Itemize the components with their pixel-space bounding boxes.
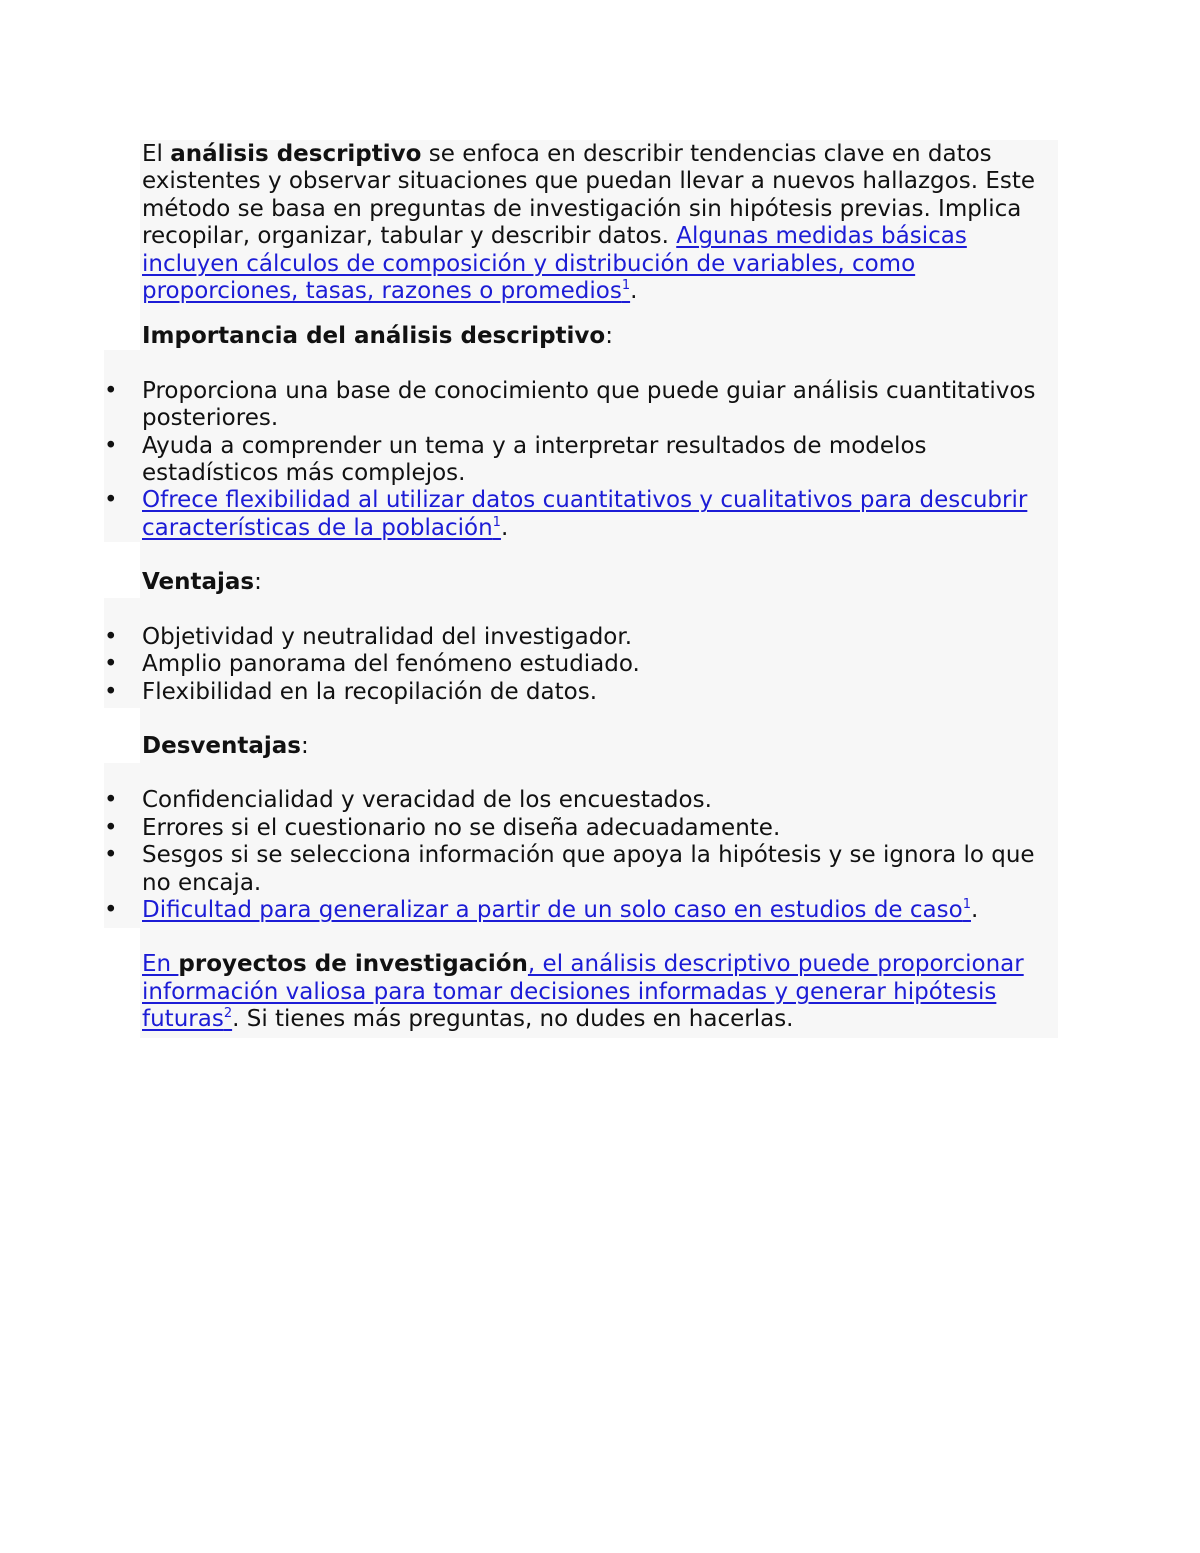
- list-item-text: Amplio panorama del fenómeno estudiado.: [142, 651, 640, 678]
- list-item-text: Flexibilidad en la recopilación de datos.: [142, 678, 598, 705]
- disadvantages-heading: [142, 733, 1062, 760]
- bullet-icon: •: [104, 678, 118, 705]
- document-body: [104, 141, 1062, 1034]
- advantages-heading-colon: :: [254, 569, 262, 596]
- list-item: [104, 896, 1062, 924]
- list-item: [104, 651, 1062, 678]
- disadvantages-heading-colon: :: [300, 732, 309, 759]
- bullet-icon: •: [104, 487, 118, 514]
- list-item-text: Errores si el cuestionario no se diseña adecuadamente.: [142, 814, 781, 841]
- list-item-text: Confidencialidad y veracidad de los encuestados.: [142, 787, 712, 814]
- advantages-heading: [142, 569, 1062, 596]
- closing-link-text: , el análisis descriptivo puede proporcionar información valiosa para tomar decisiones informadas y generar hipótesis futuras: [142, 951, 1024, 1033]
- disadvantages-list: [104, 787, 1062, 924]
- intro-ref-1: 1: [621, 278, 631, 294]
- bullet-icon: •: [104, 432, 118, 459]
- importance-heading-text: Importancia del análisis descriptivo: [142, 323, 606, 350]
- list-item: [104, 377, 1062, 433]
- list-item: [104, 678, 1062, 706]
- disadvantages-link-text: Dificultad para generalizar a partir de un solo caso en estudios de caso: [142, 896, 963, 923]
- advantages-list: [104, 623, 1062, 706]
- closing-end: . Si tienes más preguntas, no dudes en hacerlas.: [232, 1006, 794, 1033]
- intro-end: .: [630, 278, 638, 305]
- list-item: [104, 623, 1062, 651]
- bullet-icon: •: [104, 842, 118, 869]
- list-item: [104, 814, 1062, 842]
- intro-paragraph: [142, 141, 1062, 305]
- closing-link-start[interactable]: En: [142, 951, 179, 978]
- importance-link-text: Ofrece flexibilidad al utilizar datos cuantitativos y cualitativos para descubrir características de la población: [142, 487, 1028, 541]
- list-item: [104, 487, 1062, 542]
- closing-term: proyectos de investigación: [178, 951, 528, 978]
- intro-text: se enfoca en describir tendencias clave en datos existentes y observar situaciones que puedan llevar a nuevos hallazgos. Este método se basa en preguntas de investigación sin hipótesis previas. Implica recopilar, organizar, tabular y describir datos.: [142, 141, 1036, 250]
- importance-heading: [142, 323, 1062, 350]
- list-item: [104, 842, 1062, 897]
- list-item-text: Ayuda a comprender un tema y a interpretar resultados de modelos estadísticos más complejos.: [142, 432, 927, 487]
- bullet-icon: •: [104, 623, 118, 650]
- importance-list: [104, 377, 1062, 542]
- closing-ref-2: 2: [223, 1006, 233, 1022]
- importance-heading-colon: :: [605, 323, 613, 350]
- bullet-icon: •: [104, 377, 118, 404]
- importance-ref-1: 1: [492, 514, 501, 530]
- disadvantages-ref-1: 1: [962, 896, 971, 912]
- disadvantages-source-link[interactable]: [142, 897, 971, 923]
- list-item: [104, 432, 1062, 488]
- importance-source-link[interactable]: [142, 487, 1027, 540]
- list-item-text: Proporciona una base de conocimiento que puede guiar análisis cuantitativos posteriores.: [142, 377, 1036, 432]
- intro-pre: El: [142, 141, 171, 167]
- bullet-icon: •: [104, 787, 118, 814]
- intro-term: análisis descriptivo: [170, 141, 422, 167]
- closing-paragraph: [142, 951, 1062, 1033]
- disadvantages-heading-text: Desventajas: [142, 732, 301, 759]
- bullet-icon: •: [104, 651, 118, 678]
- bullet-icon: •: [104, 814, 118, 841]
- advantages-heading-text: Ventajas: [142, 569, 255, 596]
- list-item-text: Objetividad y neutralidad del investigador.: [142, 623, 633, 650]
- intro-link-text: Algunas medidas básicas incluyen cálculos de composición y distribución de variables, como proporciones, tasas, razones o promedios: [142, 223, 967, 305]
- bullet-icon: •: [104, 896, 118, 923]
- importance-link-end: .: [500, 514, 509, 541]
- list-item-text: Sesgos si se selecciona información que apoya la hipótesis y se ignora lo que no encaja.: [142, 842, 1035, 896]
- disadvantages-link-end: .: [970, 896, 979, 923]
- list-item: [104, 787, 1062, 814]
